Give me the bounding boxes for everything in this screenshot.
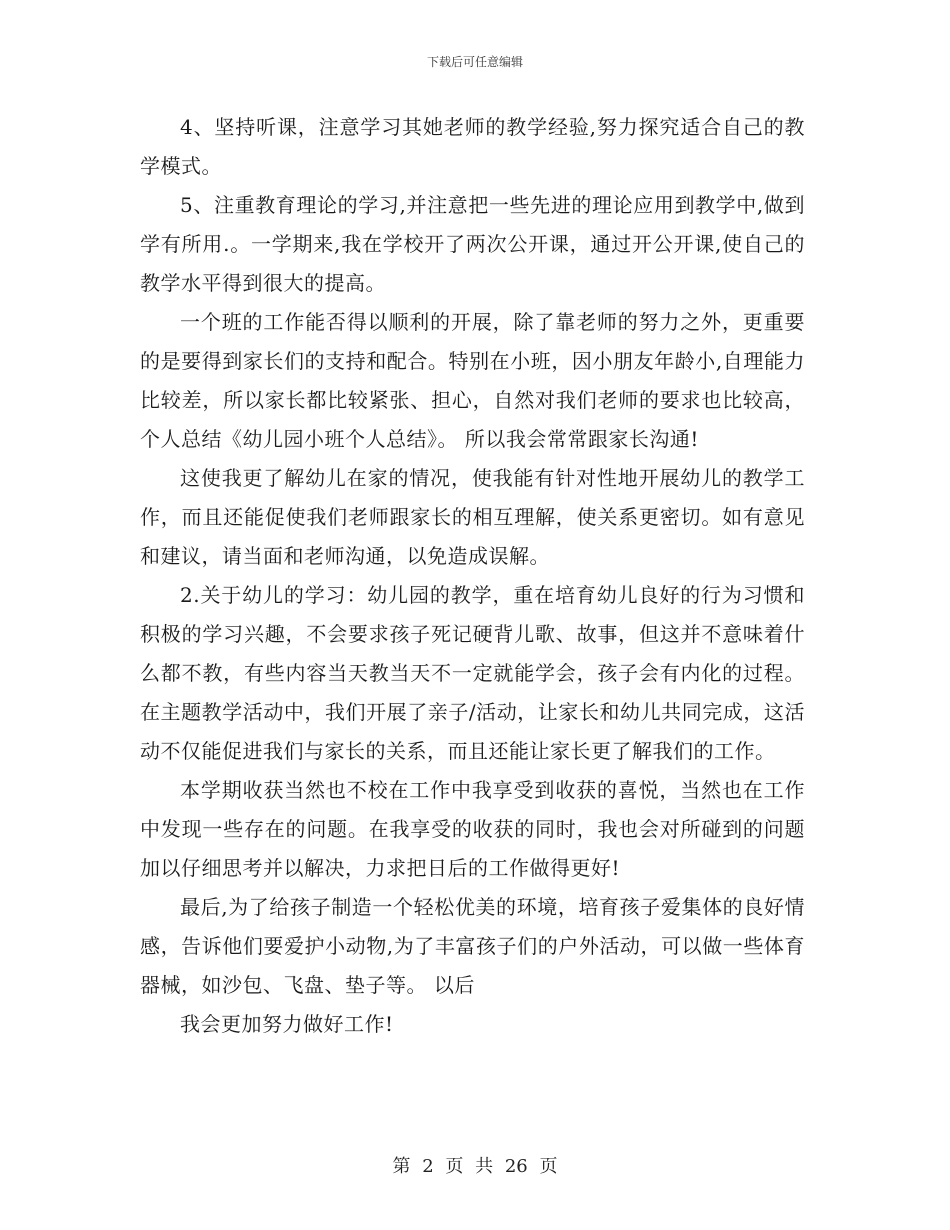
paragraph-understanding: 这使我更了解幼儿在家的情况，使我能有针对性地开展幼儿的教学工作，而且还能促使我们老师跟家长的相互理解，使关系更密切。如有意见和建议，请当面和老师沟通，以免造成误解。 [140,466,805,568]
paragraph-parent-cooperation: 一个班的工作能否得以顺利的开展，除了靠老师的努力之外，更重要的是要得到家长们的支持和配合。特别在小班，因小朋友年龄小,自理能力比较差，所以家长都比较紧张、担心，自然对我们老师的要求也比较高，个人总结《幼儿园小班个人总结》。 所以我会常常跟家长沟通! [140,310,805,451]
paragraph-closing: 我会更加努力做好工作! [180,1012,394,1036]
page-number-footer: 第 2 页 共 26 页 [392,1156,558,1177]
page-header: 下载后可任意编辑 [426,55,523,69]
paragraph-item-4: 4、坚持听课，注意学习其她老师的教学经验,努力探究适合自己的教学模式。 [140,115,805,178]
paragraph-learning: 2.关于幼儿的学习：幼儿园的教学，重在培育幼儿良好的行为习惯和积极的学习兴趣，不会要求孩子死记硬背儿歌、故事，但这并不意味着什么都不教，有些内容当天教当天不一定就能学会，孩子会有内化的过程。 在主题教学活动中，我们开展了亲子/活动，让家长和幼儿共同完成，这活动不仅能促进我们与家长的关系，而且还能让家长更了解我们的工作。 [140,583,805,763]
paragraph-harvest: 本学期收获当然也不校在工作中我享受到收获的喜悦，当然也在工作中发现一些存在的问题。在我享受的收获的同时，我也会对所碰到的问题加以仔细思考并以解决，力求把日后的工作做得更好! [140,778,805,880]
paragraph-item-5: 5、注重教育理论的学习,并注意把一些先进的理论应用到教学中,做到学有所用.。一学期来,我在学校开了两次公开课，通过开公开课,使自己的教学水平得到很大的提高。 [140,193,805,295]
paragraph-finally: 最后,为了给孩子制造一个轻松优美的环境，培育孩子爱集体的良好情感，告诉他们要爱护小动物,为了丰富孩子们的户外活动，可以做一些体育器械，如沙包、飞盘、垫子等。 以后 [140,895,805,997]
document-body [140,108,805,1044]
